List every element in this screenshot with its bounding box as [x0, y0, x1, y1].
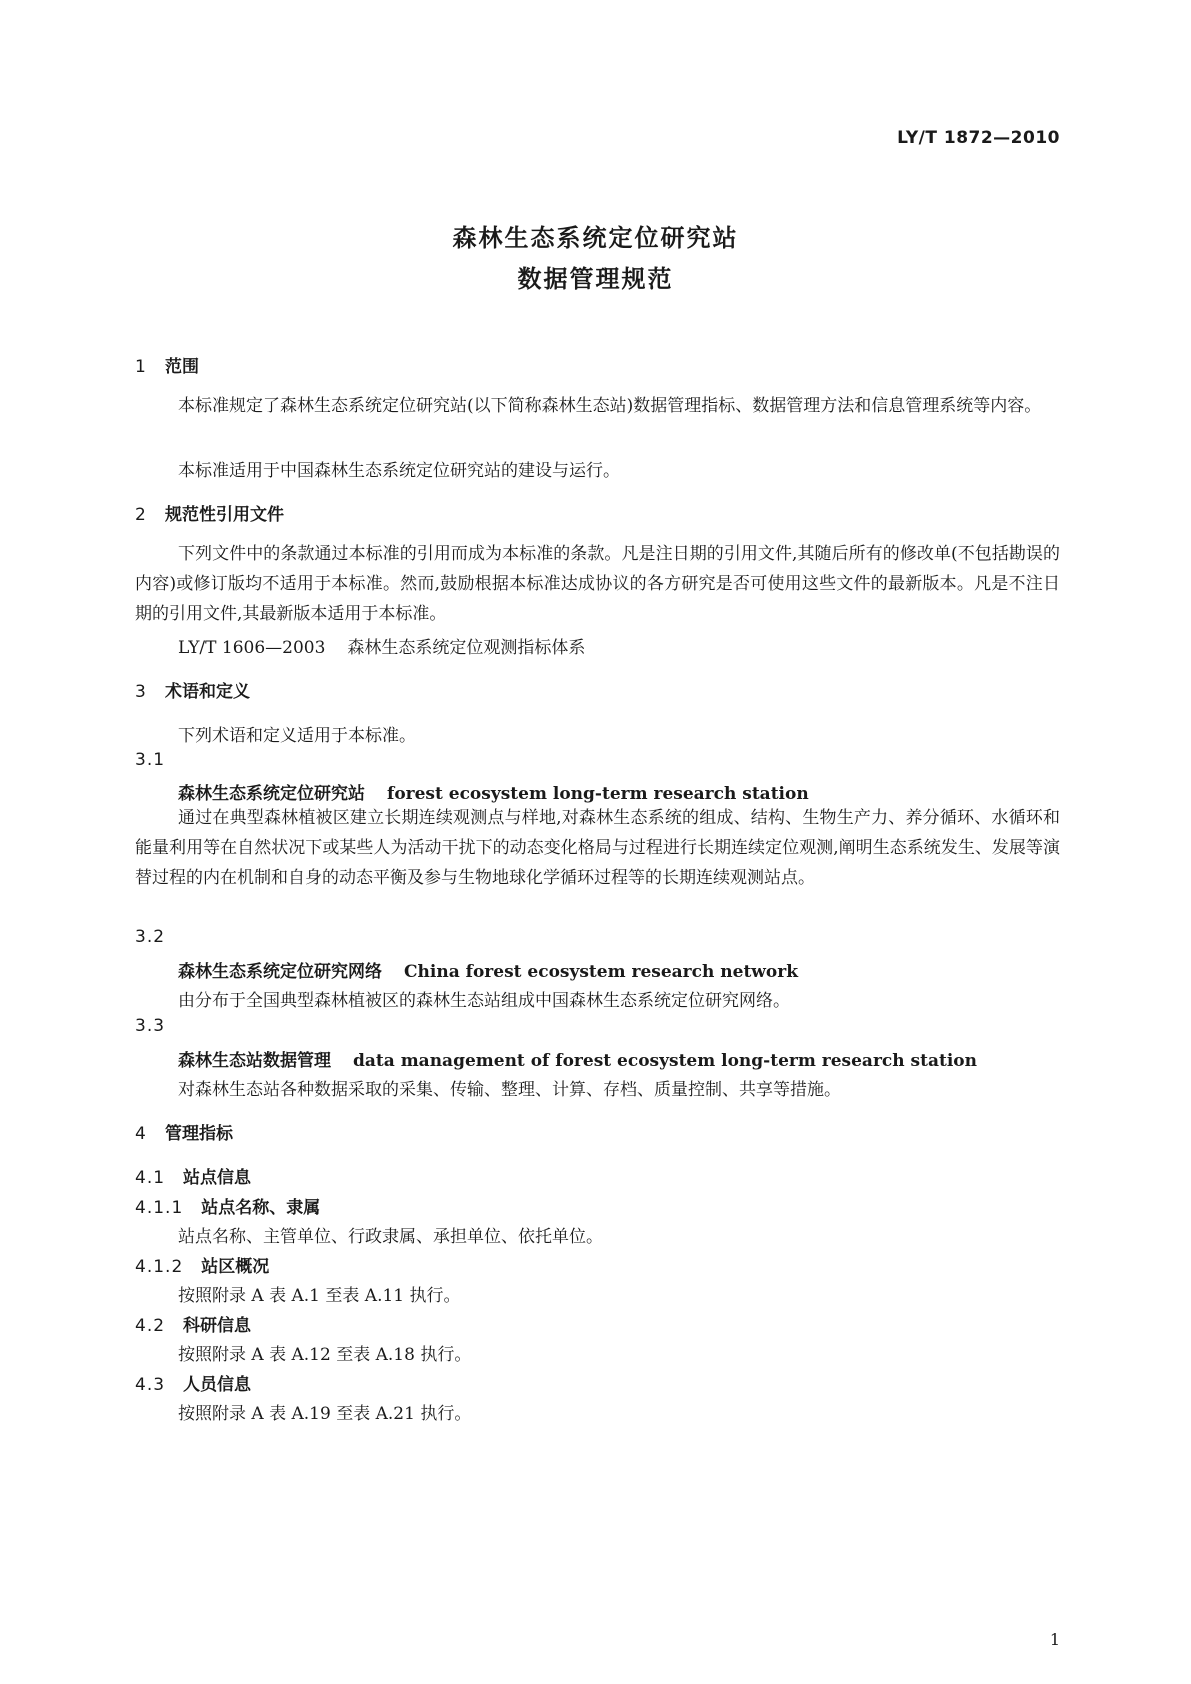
term-3-3-english: data management of forest ecosystem long-term research station — [353, 1051, 977, 1071]
term-3-2-english: China forest ecosystem research network — [404, 962, 799, 982]
term-3-1-chinese: 森林生态系统定位研究站 — [178, 784, 365, 804]
section-3-number: 3 — [135, 682, 146, 702]
section-2-title: 规范性引用文件 — [165, 505, 284, 525]
section-4-2-number: 4.2 — [135, 1316, 166, 1336]
section-1-number: 1 — [135, 357, 146, 377]
section-1-paragraph-2: 本标准适用于中国森林生态系统定位研究站的建设与运行。 — [178, 461, 620, 481]
section-1-heading — [135, 352, 199, 377]
section-4-2-text: 按照附录 A 表 A.12 至表 A.18 执行。 — [178, 1345, 472, 1365]
term-3-1-english: forest ecosystem long-term research station — [387, 784, 809, 804]
section-4-1-1-heading — [135, 1193, 320, 1218]
term-3-2-chinese: 森林生态系统定位研究网络 — [178, 962, 382, 982]
term-3-1-definition: 通过在典型森林植被区建立长期连续观测点与样地,对森林生态系统的组成、结构、生物生产力、养分循环、水循环和能量利用等在自然状况下或某些人为活动干扰下的动态变化格局与过程进行长期连续定位观测,阐明生态系统发生、发展等演替过程的内在机制和自身的动态平衡及参与生物地球化学循环过程等的长期连续观测站点。 — [135, 808, 1060, 888]
term-3-2-number: 3.2 — [135, 927, 166, 947]
section-1-title: 范围 — [165, 357, 199, 377]
section-3-heading — [135, 677, 250, 702]
term-3-2-heading — [178, 957, 798, 982]
section-4-1-1-number: 4.1.1 — [135, 1198, 184, 1218]
section-4-3-text: 按照附录 A 表 A.19 至表 A.21 执行。 — [178, 1404, 472, 1424]
section-4-1-2-title: 站区概况 — [201, 1257, 270, 1277]
reference-title: 森林生态系统定位观测指标体系 — [347, 638, 586, 658]
section-4-1-1-title: 站点名称、隶属 — [201, 1198, 321, 1218]
term-3-3-chinese: 森林生态站数据管理 — [178, 1051, 331, 1071]
term-3-1-heading — [178, 779, 809, 804]
section-4-2-heading — [135, 1311, 251, 1336]
standard-code: LY/T 1872—2010 — [897, 128, 1060, 148]
section-4-1-number: 4.1 — [135, 1168, 166, 1188]
section-4-3-number: 4.3 — [135, 1375, 166, 1395]
section-4-1-2-heading — [135, 1252, 269, 1277]
normative-reference — [178, 633, 585, 658]
term-3-3-heading — [178, 1046, 977, 1071]
section-4-number: 4 — [135, 1124, 146, 1144]
term-3-1-number: 3.1 — [135, 750, 166, 770]
section-4-title: 管理指标 — [165, 1124, 233, 1144]
section-4-1-1-text: 站点名称、主管单位、行政隶属、承担单位、依托单位。 — [178, 1227, 603, 1247]
section-4-3-heading — [135, 1370, 251, 1395]
section-4-1-2-number: 4.1.2 — [135, 1257, 184, 1277]
section-2-number: 2 — [135, 505, 146, 525]
section-2-heading — [135, 500, 284, 525]
section-4-1-heading — [135, 1163, 251, 1188]
section-4-3-title: 人员信息 — [183, 1375, 252, 1395]
section-4-2-title: 科研信息 — [183, 1316, 252, 1336]
section-3-title: 术语和定义 — [165, 682, 250, 702]
document-title-line1: 森林生态系统定位研究站 — [452, 224, 739, 252]
reference-code: LY/T 1606—2003 — [178, 638, 326, 658]
section-4-heading — [135, 1119, 233, 1144]
section-4-1-2-text: 按照附录 A 表 A.1 至表 A.11 执行。 — [178, 1286, 461, 1306]
section-2-paragraph: 下列文件中的条款通过本标准的引用而成为本标准的条款。凡是注日期的引用文件,其随后所有的修改单(不包括勘误的内容)或修订版均不适用于本标准。然而,鼓励根据本标准达成协议的各方研究是否可使用这些文件的最新版本。凡是不注日期的引用文件,其最新版本适用于本标准。 — [135, 544, 1060, 624]
section-4-1-title: 站点信息 — [183, 1168, 252, 1188]
term-3-2-definition: 由分布于全国典型森林植被区的森林生态站组成中国森林生态系统定位研究网络。 — [178, 991, 790, 1011]
section-1-paragraph-1: 本标准规定了森林生态系统定位研究站(以下简称森林生态站)数据管理指标、数据管理方法和信息管理系统等内容。 — [178, 396, 1042, 416]
term-3-3-number: 3.3 — [135, 1016, 166, 1036]
page-number: 1 — [1049, 1630, 1060, 1649]
document-title-line2: 数据管理规范 — [517, 265, 674, 293]
term-3-3-definition: 对森林生态站各种数据采取的采集、传输、整理、计算、存档、质量控制、共享等措施。 — [178, 1080, 841, 1100]
section-3-intro: 下列术语和定义适用于本标准。 — [178, 726, 416, 746]
